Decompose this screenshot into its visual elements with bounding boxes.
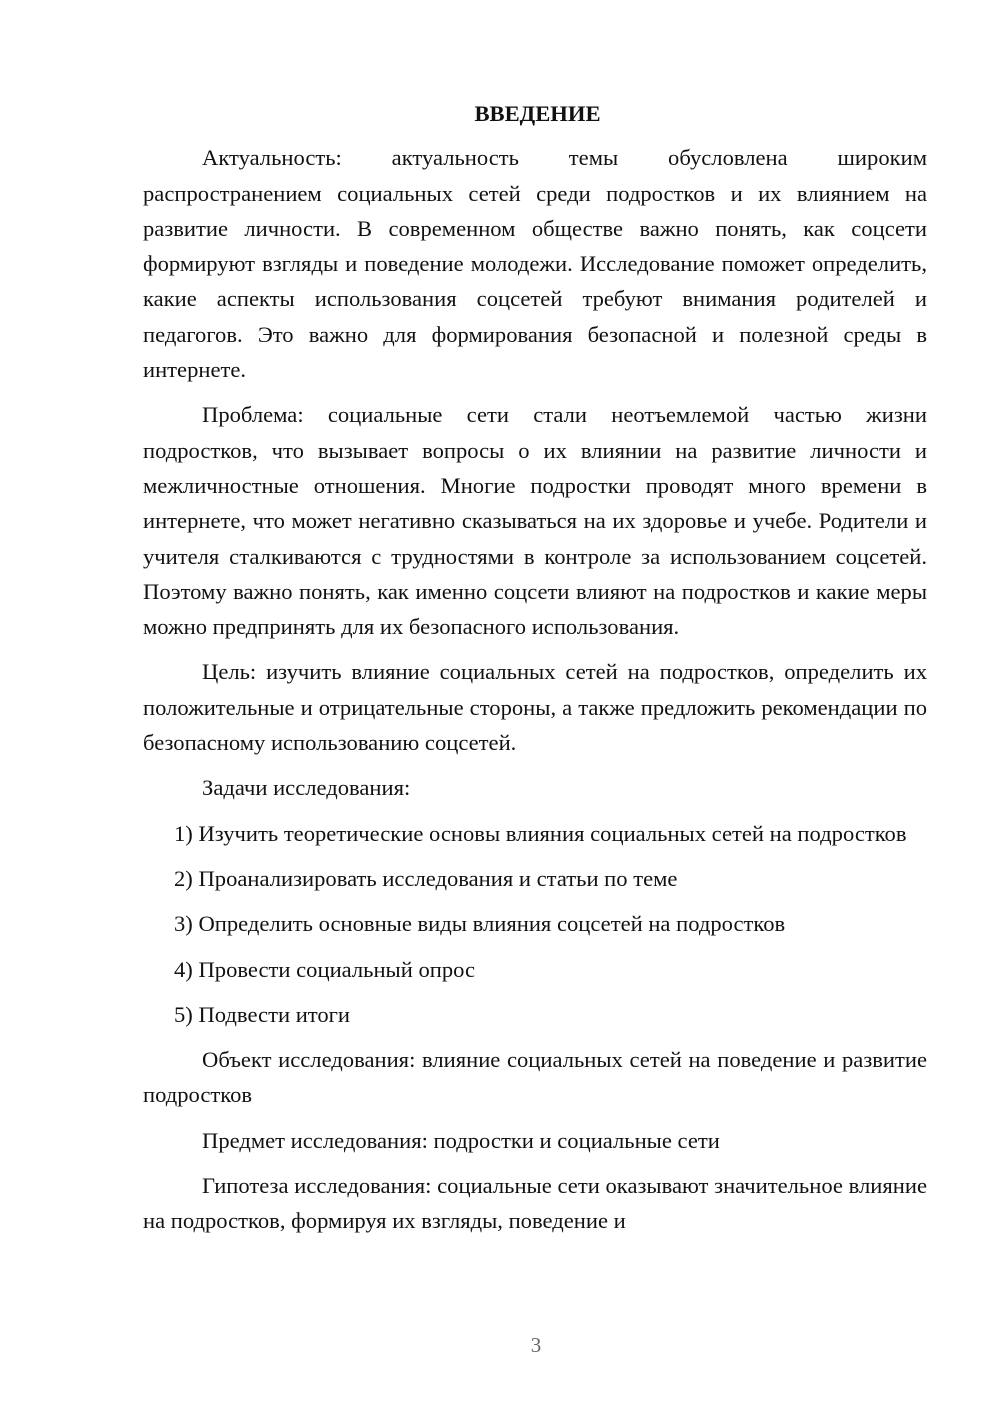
list-item: 5) Подвести итоги [174, 1001, 351, 1027]
tasks-list [143, 816, 927, 1032]
paragraph-object: Объект исследования: влияние социальных сетей на поведение и развитие подростков [143, 1047, 927, 1108]
page-number: 3 [530, 1333, 542, 1357]
paragraph-hypothesis: Гипотеза исследования: социальные сети оказывают значительное влияние на подростков, формируя их взгляды, поведение и [143, 1173, 927, 1234]
tasks-heading: Задачи исследования: [202, 775, 411, 801]
list-item: 1) Изучить теоретические основы влияния социальных сетей на подростков [174, 820, 907, 846]
paragraph-goal: Цель: изучить влияние социальных сетей на подростков, определить их положительные и отрицательные стороны, а также предложить рекомендации по безопасному использованию соцсетей. [143, 659, 927, 756]
list-item: 4) Провести социальный опрос [174, 956, 476, 982]
document-body [143, 96, 927, 1249]
paragraph-problem: Проблема: социальные сети стали неотъемлемой частью жизни подростков, что вызывает вопросы о их влиянии на развитие личности и межличностные отношения. Многие подростки проводят много времени в интернете, что может негативно сказываться на их здоровье и учебе. Родители и учителя сталкиваются с трудностями в контроле за использованием соцсетей. Поэтому важно понять, как именно соцсети влияют на подростков и какие меры можно предпринять для их безопасного использования. [143, 402, 927, 640]
list-item: 3) Определить основные виды влияния соцсетей на подростков [174, 911, 786, 937]
section-title: ВВЕДЕНИЕ [474, 101, 601, 126]
list-item: 2) Проанализировать исследования и статьи по теме [174, 865, 678, 891]
paragraph-subject: Предмет исследования: подростки и социальные сети [202, 1127, 720, 1153]
paragraph-relevance: Актуальность: актуальность темы обусловлена широким распространением социальных сетей среди подростков и их влиянием на развитие личности. В современном обществе важно понять, как соцсети формируют взгляды и поведение молодежи. Исследование поможет определить, какие аспекты использования соцсетей требуют внимания родителей и педагогов. Это важно для формирования безопасной и полезной среды в интернете. [143, 145, 927, 383]
